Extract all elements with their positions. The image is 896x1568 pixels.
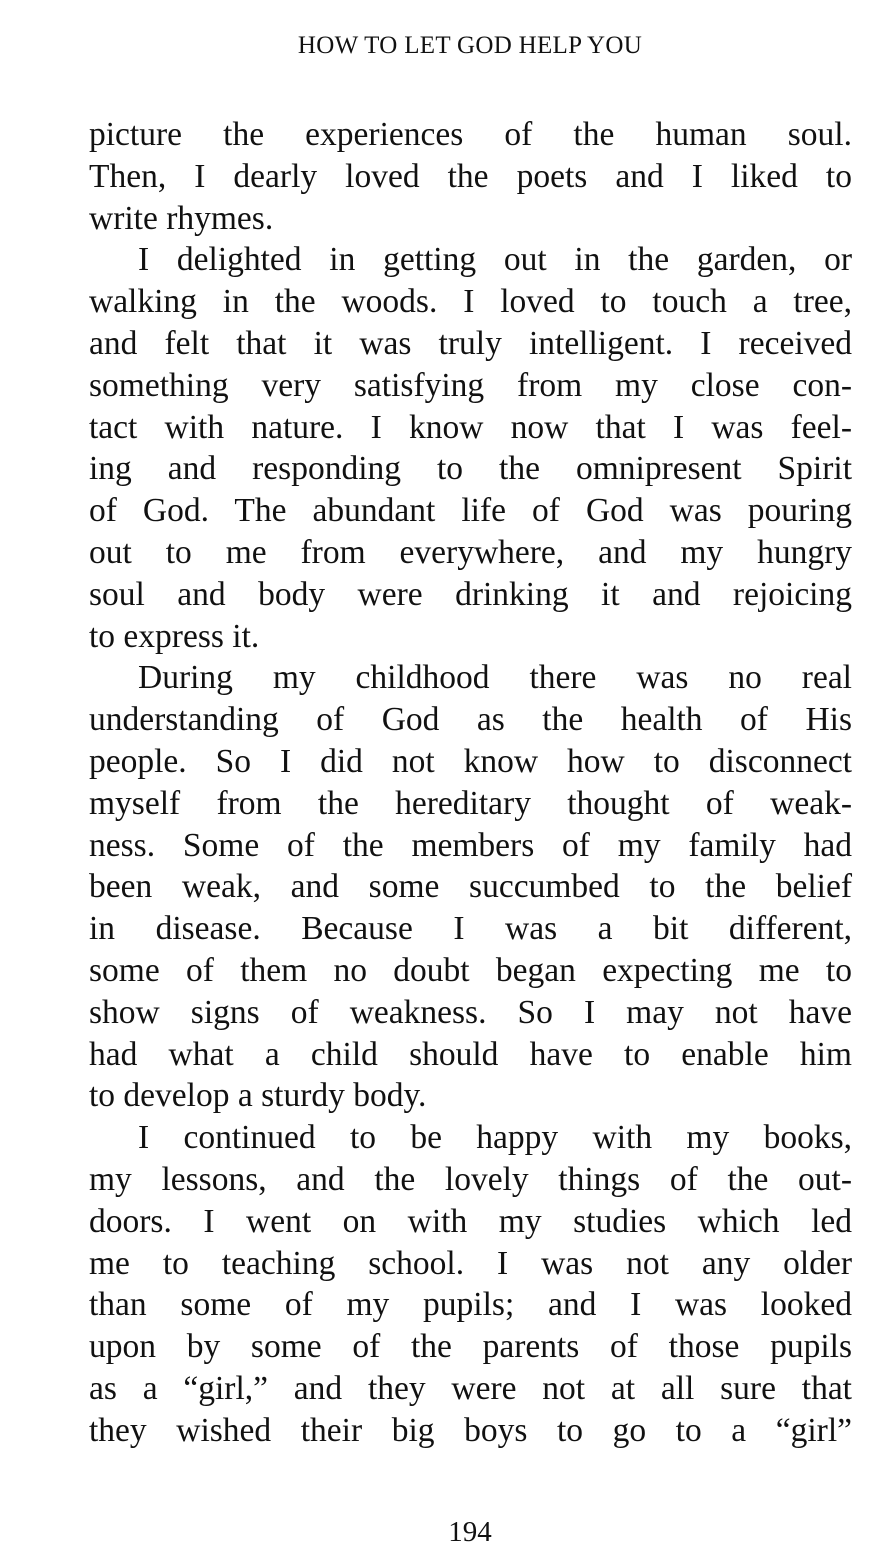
text-line: been weak, and some succumbed to the belief — [89, 868, 852, 906]
text-line: me to teaching school. I was not any older — [89, 1244, 852, 1282]
paragraph-2 — [89, 239, 852, 657]
text-line: I continued to be happy with my books, — [138, 1119, 852, 1157]
text-line: upon by some of the parents of those pupils — [89, 1328, 852, 1366]
text-line: show signs of weakness. So I may not have — [89, 993, 852, 1031]
text-line: myself from the hereditary thought of weak- — [89, 784, 852, 822]
text-line: doors. I went on with my studies which led — [89, 1202, 852, 1240]
text-line: write rhymes. — [89, 199, 274, 237]
text-line: Then, I dearly loved the poets and I liked to — [89, 157, 852, 195]
text-line: they wished their big boys to go to a “girl” — [89, 1411, 852, 1449]
paragraph-3 — [89, 657, 852, 1117]
text-line: During my childhood there was no real — [138, 659, 852, 697]
text-line: to express it. — [89, 617, 260, 655]
text-line: understanding of God as the health of His — [89, 701, 852, 739]
paragraph-4 — [89, 1117, 852, 1451]
text-line: ing and responding to the omnipresent Spirit — [89, 450, 852, 488]
text-line: I delighted in getting out in the garden, or — [138, 241, 852, 279]
text-line: some of them no doubt began expecting me to — [89, 951, 852, 989]
text-line: ness. Some of the members of my family had — [89, 826, 852, 864]
text-line: soul and body were drinking it and rejoicing — [89, 575, 852, 613]
body-text — [89, 114, 852, 1452]
text-line: of God. The abundant life of God was pouring — [89, 492, 852, 530]
text-line: people. So I did not know how to disconnect — [89, 742, 852, 780]
text-line: out to me from everywhere, and my hungry — [89, 533, 852, 571]
text-line: picture the experiences of the human soul. — [89, 116, 852, 153]
text-line: something very satisfying from my close con- — [89, 366, 852, 404]
text-line: as a “girl,” and they were not at all sure that — [89, 1369, 852, 1407]
text-line: in disease. Because I was a bit different, — [89, 910, 852, 948]
paragraph-1 — [89, 114, 852, 239]
running-head: HOW TO LET GOD HELP YOU — [297, 32, 643, 59]
text-line: tact with nature. I know now that I was feel- — [89, 408, 852, 446]
text-line: had what a child should have to enable him — [89, 1035, 852, 1073]
text-line: my lessons, and the lovely things of the out- — [89, 1160, 852, 1198]
page-number: 194 — [448, 1516, 492, 1548]
text-line: to develop a sturdy body. — [89, 1077, 427, 1115]
text-line: walking in the woods. I loved to touch a tree, — [89, 283, 852, 321]
text-line: than some of my pupils; and I was looked — [89, 1286, 852, 1324]
text-line: and felt that it was truly intelligent. I received — [89, 324, 852, 362]
